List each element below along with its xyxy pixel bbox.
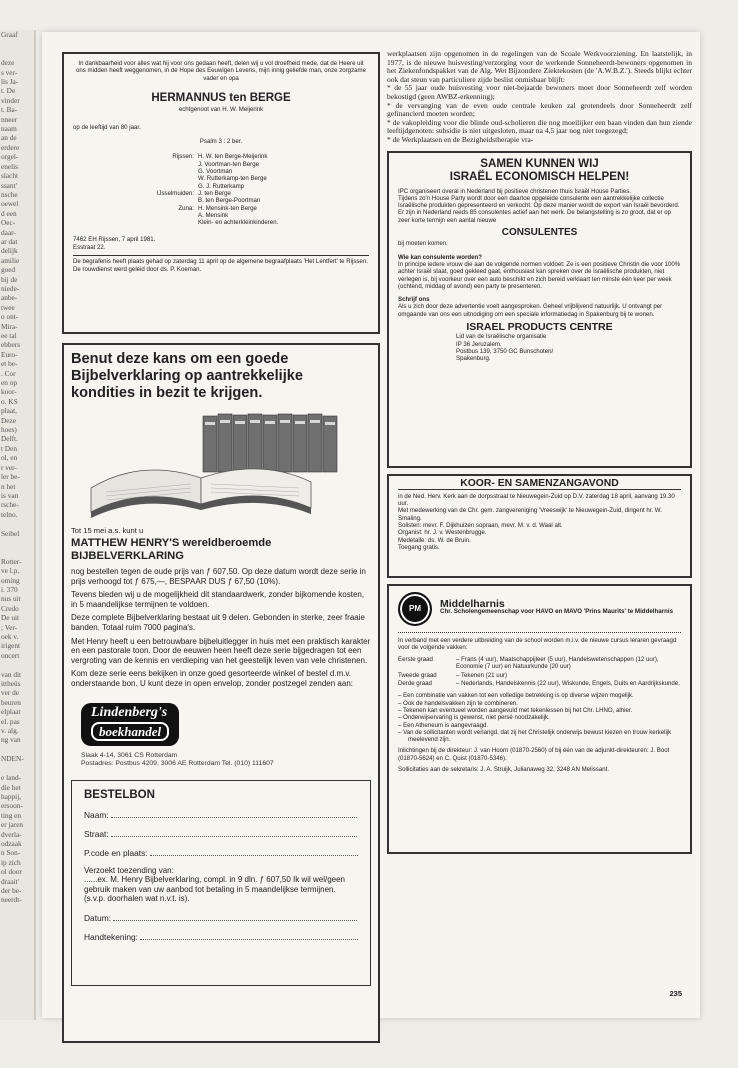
text-fragment: delijk xyxy=(1,246,18,256)
family-names xyxy=(198,190,278,205)
family-name: J. ten Berge xyxy=(198,189,231,197)
order-form-title: BESTELBON xyxy=(84,788,155,801)
israel-ad-text: Tijdens zo'n House Party wordt door een daartoe opgeleide consulente een aantrekkelijke collectie Israëlische produkten gepresenteerd en verkocht. Op deze manier wordt de export van Israël bevorderd. Er zijn in Nederland reeds 85 consulentes actief aan het werk. De belangstelling is zo groot, dat er op zeer korte termijn een aantal nieuwe xyxy=(398,194,680,224)
note-item: – Ook de handelsvakken zijn te combineren. xyxy=(398,699,518,707)
text-fragment: draait' xyxy=(1,876,19,886)
family-name: H. W. ten Berge-Meijerink xyxy=(198,153,268,161)
text-fragment: ssant' xyxy=(1,180,17,190)
text-fragment: van dit xyxy=(1,669,22,679)
text-fragment: die het xyxy=(1,782,21,792)
text-fragment: plaat, xyxy=(1,406,18,416)
choir-ad-line: Medetalle: ds. W. de Bruin. xyxy=(398,536,471,544)
bible-commentary-ad xyxy=(62,343,380,1043)
date-field[interactable] xyxy=(84,913,358,923)
text-fragment xyxy=(0,547,34,556)
text-fragment: et be- xyxy=(1,359,18,369)
text-fragment: orgel- xyxy=(1,152,19,162)
israel-ad-write-heading: Schrijf ons xyxy=(398,296,430,304)
page-number: 235 xyxy=(669,989,682,998)
text-fragment: Deze xyxy=(1,415,16,425)
school-town: Middelharnis xyxy=(440,598,505,611)
obituary-address-line: Esstraat 22. xyxy=(73,243,106,251)
text-fragment: anbe- xyxy=(1,293,18,303)
text-fragment: goed xyxy=(1,265,16,275)
choir-ad-line: Toegang gratis. xyxy=(398,543,440,551)
text-fragment: NDEN- xyxy=(1,754,24,764)
obituary-notice xyxy=(62,52,380,334)
text-fragment: oewel xyxy=(1,199,19,209)
field-label: Datum: xyxy=(84,912,111,923)
bible-ad-terms: Tevens bieden wij u de mogelijkheid dit standaardwerk, zonder bijkomende kosten, in 5 maandelijkse termijnen te voldoen. xyxy=(71,590,365,609)
text-fragment: el. pas xyxy=(1,716,20,726)
order-request xyxy=(84,866,358,904)
obituary-intro: In dankbaarheid voor alles wat hij voor ons gedaan heeft, delen wij u vol droefheid mede, dat de Heere uit ons midden heeft weggenomen, in de Hope des Eeuwigen Levens, mijn innig geliefde man, onze zorgzame vader en opa xyxy=(76,60,366,82)
field-label: Straat: xyxy=(84,828,109,839)
text-fragment: oming xyxy=(1,575,20,585)
family-name: W. Rutterkamp-ten Berge xyxy=(198,175,267,183)
text-fragment xyxy=(0,745,34,754)
logo-line: boekhandel xyxy=(91,722,169,741)
text-fragment: ng van xyxy=(1,735,21,745)
family-row xyxy=(93,190,278,205)
family-name: H. Mensink-ten Berge xyxy=(198,204,257,212)
text-fragment: ol door xyxy=(1,867,22,877)
grade-label: Eerste graad xyxy=(398,656,433,664)
text-fragment: vinder xyxy=(1,95,20,105)
text-fragment xyxy=(0,660,34,669)
obituary-spouse: echtgenoot van H. W. Meijerink xyxy=(178,106,264,114)
book-illustration xyxy=(71,408,371,518)
text-fragment: enelis xyxy=(1,161,19,171)
israel-ad-text: Als u zich door deze advertentie voelt aangesproken. Geheel vrijblijvend natuurlijk. U ontvangt per omgaande van ons een uitnodiging om een speciale informatiedag in Spakenburg bij te wonen. xyxy=(398,303,663,318)
address-line: Slaak 4-14, 3061 CS Rotterdam xyxy=(81,751,178,759)
family-name: G. J. Rutterkamp xyxy=(198,182,245,190)
family-names xyxy=(198,153,278,189)
text-fragment: ar dat xyxy=(1,236,18,246)
article-bullet: * de vervanging van de even oude centrale keuken zal grotendeels door Sonneheerdt zelf gefinancierd moeten worden; xyxy=(387,100,692,119)
family-row xyxy=(93,205,278,227)
family-name: B. ten Berge-Poortman xyxy=(198,197,261,205)
right-column xyxy=(387,50,692,854)
note-item: – Een combinatie van vakken tot een volledige betrekking is op diverse wijzen mogelijk. xyxy=(398,692,634,700)
israel-ad-text: bij moeten komen. xyxy=(398,240,448,248)
text-fragment: Euro- xyxy=(1,349,18,359)
text-fragment: Seibel xyxy=(1,528,20,538)
text-fragment: amilie xyxy=(1,255,20,265)
obituary-funeral-note: De begrafenis heeft plaats gehad op zaterdag 11 april op de algemene begraafplaats 'Het Lentfert' te Rijssen. De rouwdienst werd geleid door ds. P. Koeman. xyxy=(73,255,369,273)
text-fragment: nneer xyxy=(1,114,18,124)
israel-ad-heading xyxy=(398,157,681,184)
text-fragment: o. KS xyxy=(1,396,18,406)
text-fragment: elplaat xyxy=(1,707,21,717)
israel-products-ad xyxy=(387,151,692,468)
text-fragment xyxy=(0,519,34,528)
bookshop-address xyxy=(81,752,371,768)
text-fragment: ting en xyxy=(1,810,22,820)
text-fragment: telno. xyxy=(1,509,18,519)
choir-ad-line: Solisten: mevr. F. Dijkhuizen sopraan, mevr. M. v. d. Waal alt. xyxy=(398,522,563,530)
magazine-page xyxy=(42,32,700,1018)
logo-line: Lindenberg's xyxy=(91,704,168,720)
text-fragment: i. 370 xyxy=(1,584,18,594)
bible-ad-description: Met Henry heeft u een betrouwbare bijbeluitlegger in huis met een praktisch karakter en een pastorale toon. Door de eeuwen heen heeft deze serie bijgedragen tot een vergroting van de kennis en verdieping van het geestelijk leven van vele christenen. xyxy=(71,636,371,665)
note-item: – Een Atheneum is aangevraagd. xyxy=(398,721,489,729)
choir-ad-line: Met medewerking van de Chr. gem. zangvereniging 'Vreeswijk' te Nieuwegein-Zuid, dirigent hr. W. Smaling. xyxy=(398,507,662,522)
text-fragment: nus uit xyxy=(1,594,21,604)
obituary-address-line: 7462 EH Rijssen, 7 april 1981. xyxy=(73,236,156,244)
previous-page-strip xyxy=(0,30,36,1020)
text-fragment: o ont- xyxy=(1,312,19,322)
text-fragment: ve l.p, xyxy=(1,566,20,576)
text-fragment: ersoon- xyxy=(1,801,23,811)
grade-list xyxy=(398,656,681,687)
family-name: J. Voortman-ten Berge xyxy=(198,160,259,168)
contact-line: Spakenburg. xyxy=(456,355,491,363)
text-fragment: ip zich xyxy=(1,857,21,867)
text-fragment: e land- xyxy=(1,773,22,783)
text-fragment: twee xyxy=(1,302,15,312)
school-intro: In verband met een verdere uitbreiding van de school worden m.i.v. de nieuwe cursus leraren gevraagd voor de volgende vakken: xyxy=(398,636,677,651)
grade-subjects: – Tekenen (21 uur) xyxy=(456,671,508,679)
obituary-psalm: Psalm 3 : 2 ber. xyxy=(199,138,243,146)
text-fragment: erdere xyxy=(1,142,20,152)
text-fragment: hoes) xyxy=(1,425,17,435)
text-fragment: Rotter- xyxy=(1,556,22,566)
article-bullet: * de vakopleiding voor die blinde oud-scholieren die nog moeilijker een baan vinden dan hun ziende leeftijdgenoten: subsidie is niet uitgesloten, maar na 4,5 jaar nog niet toegezegd; xyxy=(387,117,692,136)
grade-label: Derde graad xyxy=(398,680,432,688)
text-fragment: n Son- xyxy=(1,848,21,858)
field-label: Naam: xyxy=(84,809,109,820)
israel-ad-subheading: CONSULENTES xyxy=(501,227,578,239)
family-names xyxy=(198,205,278,227)
bible-ad-volumes: Deze complete Bijbelverklaring bestaat uit 9 delen. Gebonden in sterke, zeer fraaie banden. Totaal ruim 7000 pagina's. xyxy=(71,613,365,632)
field-line xyxy=(140,939,358,940)
text-fragment: neerdt- xyxy=(1,895,22,905)
bookshop-logo xyxy=(81,703,179,746)
family-place: Zuna: xyxy=(178,204,194,212)
text-fragment xyxy=(0,764,34,773)
grade-row xyxy=(398,680,681,687)
text-fragment: t. Ba- xyxy=(1,105,18,115)
text-fragment: ebbers xyxy=(1,340,21,350)
article-paragraph: werkplaatsen zijn opgenomen in de regelingen van de Scoale Werkvoorziening. En laatstelijk, in 1977, is de nieuwe huisvesting/verzorging voor de werkende Sonneheerdt-bewoners opgenomen in het Ziekenfondspakket van de Alg. Wet Bijzondere Ziektekosten (de 'A.W.B.Z.'). Steeds blijkt echter ook dat steun van particuliere zijde beslist onmisbaar blijft: xyxy=(387,49,692,84)
school-info: Inlichtingen bij de direkteur: J. van Hoorn (01870-2560) of bij één van de adjunkt-direkteuren: J. Boot (01870-5624) en C. Quist (01870-5346). xyxy=(398,747,670,762)
text-fragment: De uit xyxy=(1,613,20,623)
israel-ad-contact xyxy=(456,333,681,362)
family-name: G. Voortman xyxy=(198,168,233,176)
order-form xyxy=(71,780,371,986)
text-fragment: n het xyxy=(1,481,16,491)
israel-ad-text: IPC organiseert overal in Nederland bij positieve christenen thuis Israël House Parties. xyxy=(398,187,632,195)
family-name: A. Mensink xyxy=(198,211,229,219)
obituary-name: HERMANNUS ten BERGE xyxy=(151,92,291,105)
text-fragment xyxy=(0,39,34,48)
bible-ad-headline: Benut deze kans om een goede Bijbelverklaring op aantrekkelijke kondities in bezit te krijgen. xyxy=(71,351,303,401)
text-fragment: happij, xyxy=(1,791,22,801)
grade-subjects: – Frans (4 uur), Maatschappijleer (5 uur), Handelswetenschappen (12 uur), Economie (7 uur) en Natuurkunde (20 uur) xyxy=(456,656,659,671)
text-fragment: naam xyxy=(1,124,17,134)
text-fragment xyxy=(0,49,34,58)
text-fragment: t. De xyxy=(1,86,16,96)
text-fragment: der be- xyxy=(1,885,22,895)
obituary-address xyxy=(73,236,369,251)
israel-ad-question: Wie kan consulente worden? xyxy=(398,253,482,261)
family-row xyxy=(93,153,278,189)
signature-field[interactable] xyxy=(84,932,358,942)
text-fragment: v. alg. xyxy=(1,726,19,736)
field-line xyxy=(111,817,358,818)
bible-ad-price: nog bestellen tegen de oude prijs van ƒ 607,50. Op deze datum wordt deze serie in prijs verhoogd tot ƒ 675,—, BESPAAR DUS ƒ 67,50 (10%). xyxy=(71,567,366,586)
grade-row xyxy=(398,656,681,671)
school-notes xyxy=(398,692,681,743)
text-fragment: Credo xyxy=(1,603,19,613)
dotted-divider xyxy=(398,632,681,633)
text-fragment: oncert xyxy=(1,650,20,660)
text-fragment: ver de xyxy=(1,688,20,698)
choir-ad-line: in de Ned. Herv. Kerk aan de dorpsstraat te Nieuwegein-Zuid op D.V. zaterdag 18 april, aanvang 19.30 uur. xyxy=(398,492,675,508)
bible-ad-until: Tot 15 mei a.s. kunt u xyxy=(71,526,144,535)
note-item: – Van de sollicitanten wordt verlangd, dat zij het Christelijk onderwijs bewust kiezen en trouw kerkelijk meelevend zijn. xyxy=(398,728,672,744)
text-fragment: ol, en xyxy=(1,453,18,463)
field-label: Handtekening: xyxy=(84,931,139,942)
bible-ad-invitation: Kom deze serie eens bekijken in onze goed gesorteerde winkel of bestel d.m.v. onderstaande bon. U kunt deze in open envelop, zonder postzegel zenden aan: xyxy=(71,669,353,688)
text-fragment: koor- xyxy=(1,387,17,397)
text-fragment: t Den xyxy=(1,443,18,453)
note-item: – Tekenen kan eventueel worden aangevuld met tekenlessen bij het Chr. LHNO, alhier. xyxy=(398,706,633,714)
heading-line: ISRAËL ECONOMISCH HELPEN! xyxy=(449,170,630,184)
field-line xyxy=(113,920,358,921)
text-fragment: dverla- xyxy=(1,829,22,839)
school-vacancy-ad xyxy=(387,584,692,854)
text-fragment: oek v. xyxy=(1,632,19,641)
obituary-family-table xyxy=(93,153,278,226)
bookshop-logo-wrap xyxy=(81,703,371,746)
text-fragment: lis Ja- xyxy=(1,77,19,87)
text-fragment: beuren xyxy=(1,697,21,707)
school-application-address: Sollicitaties aan de sekretaris: J. A. Struijk, Julianaweg 32, 3248 AN Melissant. xyxy=(398,765,610,773)
postcode-field[interactable] xyxy=(84,848,358,858)
field-line xyxy=(111,836,358,837)
obituary-age: op de leeftijd van 80 jaar. xyxy=(73,123,141,131)
grade-label: Tweede graad xyxy=(398,671,437,679)
text-fragment: ; Ver- xyxy=(1,622,18,632)
grade-subjects: – Nederlands, Handelskennis (22 uur), Wiskunde, Engels, Duits en Aardrijkskunde. xyxy=(456,680,680,688)
article-bullet: * de 55 jaar oude huisvesting voor niet-bejaarde bewoners moet door Sonneheerdt zelf worden bekostigd (geen AWBZ-erkenning); xyxy=(387,83,692,101)
text-fragment: . Cor xyxy=(1,368,16,378)
text-fragment: ee tal xyxy=(1,331,17,340)
contact-line: Lid van de Israëlische organisatie xyxy=(456,333,547,341)
school-name: Chr. Scholengemeenschap voor HAVO en MAVO 'Prins Maurits' te Middelharnis xyxy=(440,608,674,616)
text-fragment: Graaf xyxy=(1,30,18,39)
contact-line: IP 36 Jeruzalem. xyxy=(456,340,502,348)
field-label: P.code en plaats: xyxy=(84,847,148,858)
order-request-detail: ......ex. M. Henry Bijbelverklaring, compl. in 9 dln. ƒ 607,50 Ik wil wel/geen gebruik maken van uw aanbod tot betaling in 5 maandelijkse termijnen. (s.v.p. doorhalen wat n.v.t. is). xyxy=(84,875,346,904)
text-fragment: Mira- xyxy=(1,321,18,331)
note-item: – Onderwijservaring is gewenst, niet persé noodzakelijk. xyxy=(398,714,550,722)
heading-line: SAMEN KUNNEN WIJ xyxy=(480,156,599,170)
text-fragment: irigent xyxy=(1,641,21,651)
text-fragment: Oec- xyxy=(1,218,16,228)
choir-ad-heading: KOOR- EN SAMENZANGAVOND xyxy=(398,480,681,490)
text-fragment: slacht xyxy=(1,171,19,181)
text-fragment xyxy=(0,538,34,547)
israel-ad-text: In principe iedere vrouw die aan de volgende normen voldoet: Ze is een positieve Christin die voor 100% achter Israël staat, goed gekleed gaat, enthousiast kan spreken over de Israëlische produkten, niet verlegen is, bij voorkeur over een auto beschikt en zich bereid verklaart ten minste één keer per week (ochtend, middag of avond) een party te presenteren. xyxy=(398,260,681,290)
text-fragment: ittheüs xyxy=(1,679,21,689)
text-fragment: bij de xyxy=(1,274,18,284)
school-header xyxy=(398,592,681,626)
grade-row xyxy=(398,672,681,679)
text-fragment: ler be- xyxy=(1,472,20,482)
school-header-text xyxy=(440,598,674,616)
text-fragment: Delft. xyxy=(1,434,18,444)
choir-evening-ad xyxy=(387,474,692,578)
choir-ad-line: Organist: hr. J. v. Westenbrugge. xyxy=(398,529,487,537)
text-fragment: r ver- xyxy=(1,462,17,472)
address-line: Postadres: Postbus 4209, 3006 AE Rotterdam Tel. (010) 111607 xyxy=(81,759,274,767)
text-fragment: is van xyxy=(1,490,19,500)
text-fragment: daar- xyxy=(1,227,16,237)
text-fragment: er jaren xyxy=(1,820,24,830)
bible-ad-title: MATTHEW HENRY'S wereldberoemde BIJBELVERKLARING xyxy=(71,537,272,562)
text-fragment: en op xyxy=(1,378,18,388)
text-fragment: odzaak xyxy=(1,838,22,848)
school-emblem-icon: PM xyxy=(398,592,432,626)
israel-ad-organisation: ISRAEL PRODUCTS CENTRE xyxy=(466,320,613,333)
article-continuation xyxy=(387,50,692,145)
text-fragment: d een xyxy=(1,208,17,218)
text-fragment: niede- xyxy=(1,283,20,293)
text-fragment: deze xyxy=(1,58,15,68)
contact-line: Postbus 139, 3750 GC Bunschoten/ xyxy=(456,347,554,355)
left-ad-column xyxy=(62,52,380,1043)
order-request-label: Verzoekt toezending van: xyxy=(84,865,174,875)
text-fragment: an de xyxy=(1,133,17,143)
name-field[interactable] xyxy=(84,810,358,820)
text-fragment: rsche- xyxy=(1,500,19,510)
street-field[interactable] xyxy=(84,829,358,839)
text-fragment: nsche xyxy=(1,189,18,199)
family-name: Klein- en achterkleinkinderen. xyxy=(198,219,279,227)
article-bullet: * de Werkplaatsen en de Bezigheidstherapie vra- xyxy=(387,134,534,144)
field-line xyxy=(150,855,358,856)
family-place: Rijssen: xyxy=(172,153,194,161)
family-place: IJsselmuiden: xyxy=(156,189,194,197)
text-fragment: s ver- xyxy=(1,67,18,77)
books-and-open-bible-image xyxy=(71,408,371,518)
